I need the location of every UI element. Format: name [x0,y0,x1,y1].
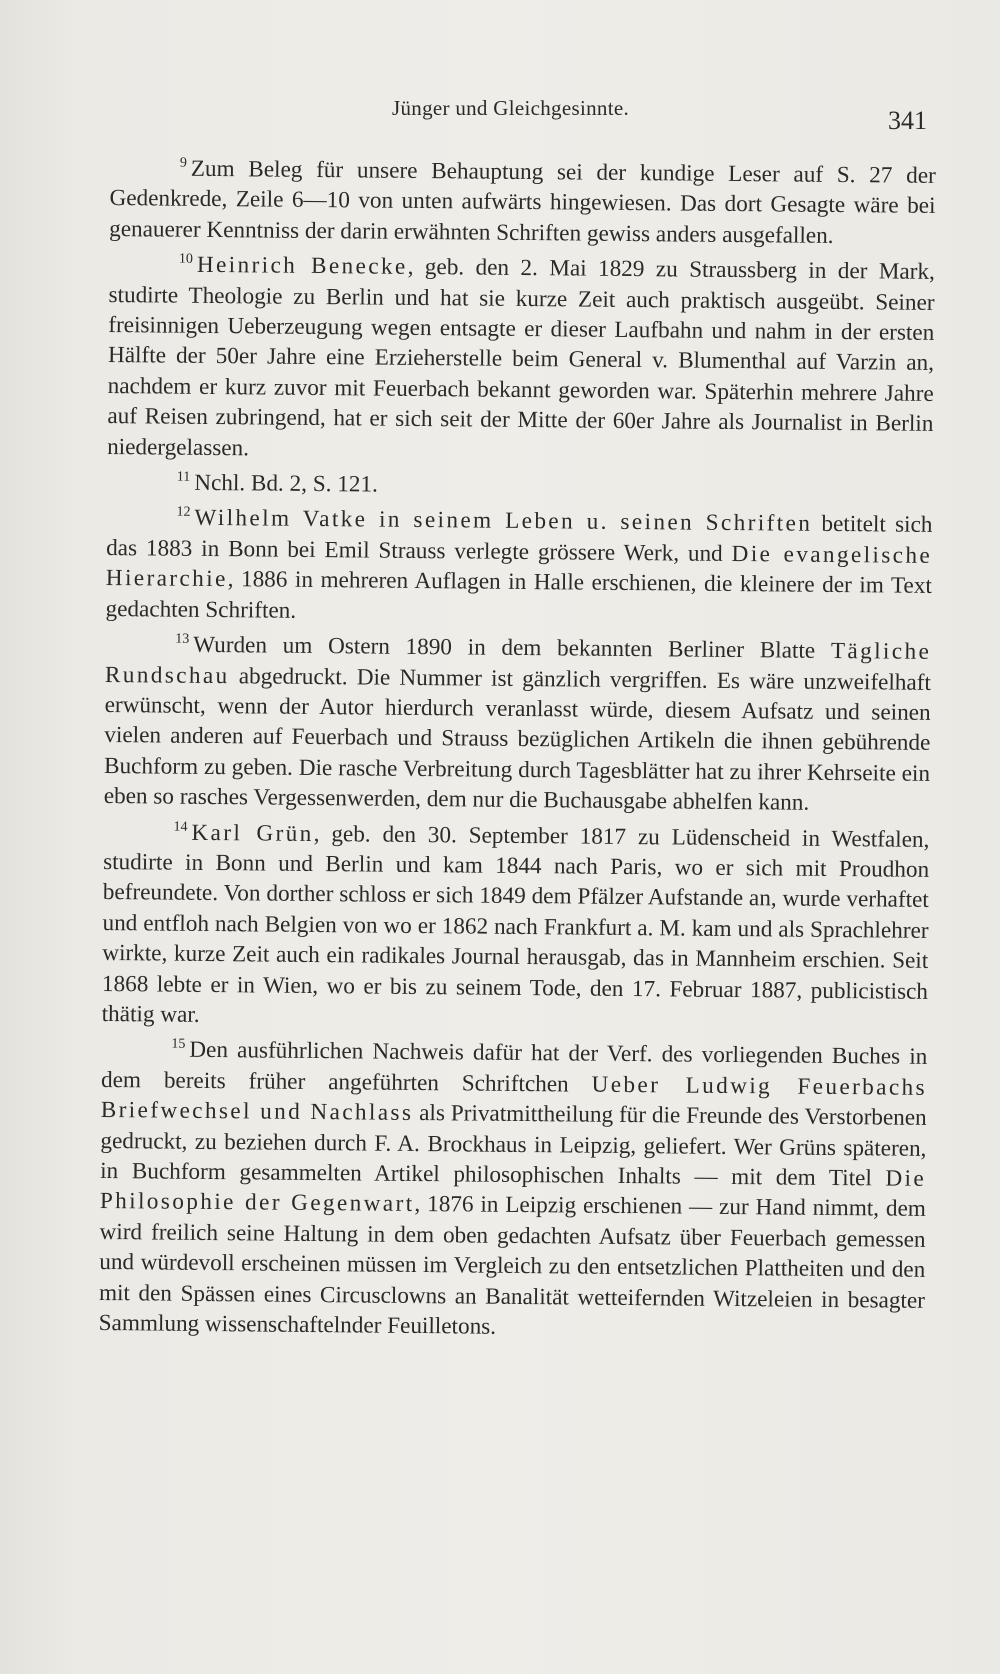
footnote-number: 13 [175,631,190,647]
footnote-number: 11 [176,469,191,485]
footnote-14 [102,812,930,1038]
footnote-text: , 1886 in mehreren Auflagen in Halle erschienen, die kleinere der im Text gedachten Schriften. [105,566,932,624]
spaced-emphasis: Karl Grün [191,819,314,847]
footnote-10 [107,244,935,470]
footnote-9 [109,148,936,252]
spaced-emphasis: Die evangelische Hierarchie [105,540,933,593]
footnotes [99,148,936,1346]
footnote-text: Den ausführlichen Nachweis dafür hat der Verf. des vorliegenden Buches in dem bereits früher angeführten Schriftchen [100,1037,928,1098]
footnote-text: abgedruckt. Die Nummer ist gänzlich vergriffen. Es wäre unzweifelhaft erwünscht, wenn der Autor hierdurch veranlasst würde, diesem Aufsatz und seinen vielen anderen auf Feuerbach und Strauss bezüglichen Artikeln die ihnen gebührende Buchform zu geben. Die rasche Verbreitung durch Tagesblätter hat zu ihrer Kehrseite ein eben so rasches Vergessenwerden, dem nur die Buchausgabe abhelfen kann. [103,662,932,816]
footnote-12 [105,497,932,632]
footnote-text: , 1876 in Leipzig erschienen — zur Hand nimmt, dem wird freilich seine Haltung in dem oben gedachten Aufsatz über Feuerbach gemessen und würdevoll erscheinen müssen im Vergleich zu den entsetzlichen Plattheiten und den mit den Spässen eines Circusclowns an Banalität wetteifernden Witzeleien in besagter Sammlung wissenschaftelnder Feuilletons. [98,1191,926,1340]
footnote-text: Wurden um Ostern 1890 in dem bekannten Berliner Blatte [193,631,832,665]
footnote-number: 14 [173,819,188,835]
footnote-text: als Privatmittheilung für die Freunde des Verstorbenen gedruckt, zu beziehen durch F. A. Brockhaus in Leipzig, geliefert. Wer Grüns späteren, in Buchform gesammelten Artikel philosophischen Inhalts — mit dem Titel [100,1100,927,1192]
footnote-text: , geb. den 2. Mai 1829 zu Straussberg in der Mark, studirte Theologie zu Berlin und hat sie kurze Zeit auch praktisch ausgeübt. Seiner freisinnigen Ueberzeugung wegen entsagte er dieser Laufbahn und nahm in der ersten Hälfte der 50er Jahre eine Erzieherstelle beim General v. Blumenthal auf Varzin an, nachdem er kurz zuvor mit Feuerbach bekannt geworden war. Späterhin mehrere Jahre auf Reisen zubringend, hat er sich seit der Mitte der 60er Jahre als Journalist in Berlin niedergelassen. [107,254,935,462]
footnote-text: Nchl. Bd. 2, S. 121. [194,469,378,498]
footnote-text: Zum Beleg für unsere Behauptung sei der kundige Leser auf S. 27 der Gedenkrede, Zeile 6—10 von unten aufwärts hingewiesen. Das dort Gesagte wäre bei genauerer Kenntniss der darin erwähnten Schriften gewiss anders ausgefallen. [109,155,936,249]
running-head: Jünger und Gleichgesinnte. [392,96,629,120]
spaced-emphasis: Ueber Ludwig Feuerbachs Briefwechsel und Nachlass [100,1071,928,1127]
spaced-emphasis: Wilhelm Vatke in seinem Leben u. seinen Schriften [194,505,813,538]
spaced-emphasis: Heinrich Benecke [196,252,408,281]
footnote-text: betitelt sich das 1883 in Bonn bei Emil Strauss verlegte grössere Werk, und [106,511,933,567]
footnote-text: , geb. den 30. September 1817 zu Lüdenscheid in Westfalen, studirte in Bonn und Berlin und kam 1844 nach Paris, wo er sich mit Proudhon befreundete. Von dorther schloss er sich 1849 dem Pfälzer Aufstande an, wurde verhaftet und entfloh nach Belgien von wo er 1862 nach Frankfurt a. M. kam und als Sprachlehrer wirkte, kurze Zeit auch ein radikales Journal herausgab, das in Mannheim erschien. Seit 1868 lebte er in Wien, wo er bis zu seinem Tode, den 17. Februar 1887, publicistisch thätig war. [101,820,930,1028]
footnote-number: 12 [176,505,191,521]
footnote-15 [99,1029,928,1346]
page-number: 341 [888,106,927,135]
footnote-number: 9 [179,155,187,171]
footnote-13 [104,624,932,819]
spaced-emphasis: Tägliche Rundschau [104,638,932,689]
footnote-number: 10 [178,251,194,268]
footnote-number: 15 [171,1037,186,1053]
spaced-emphasis: Die Philosophie der Gegenwart [99,1165,927,1218]
